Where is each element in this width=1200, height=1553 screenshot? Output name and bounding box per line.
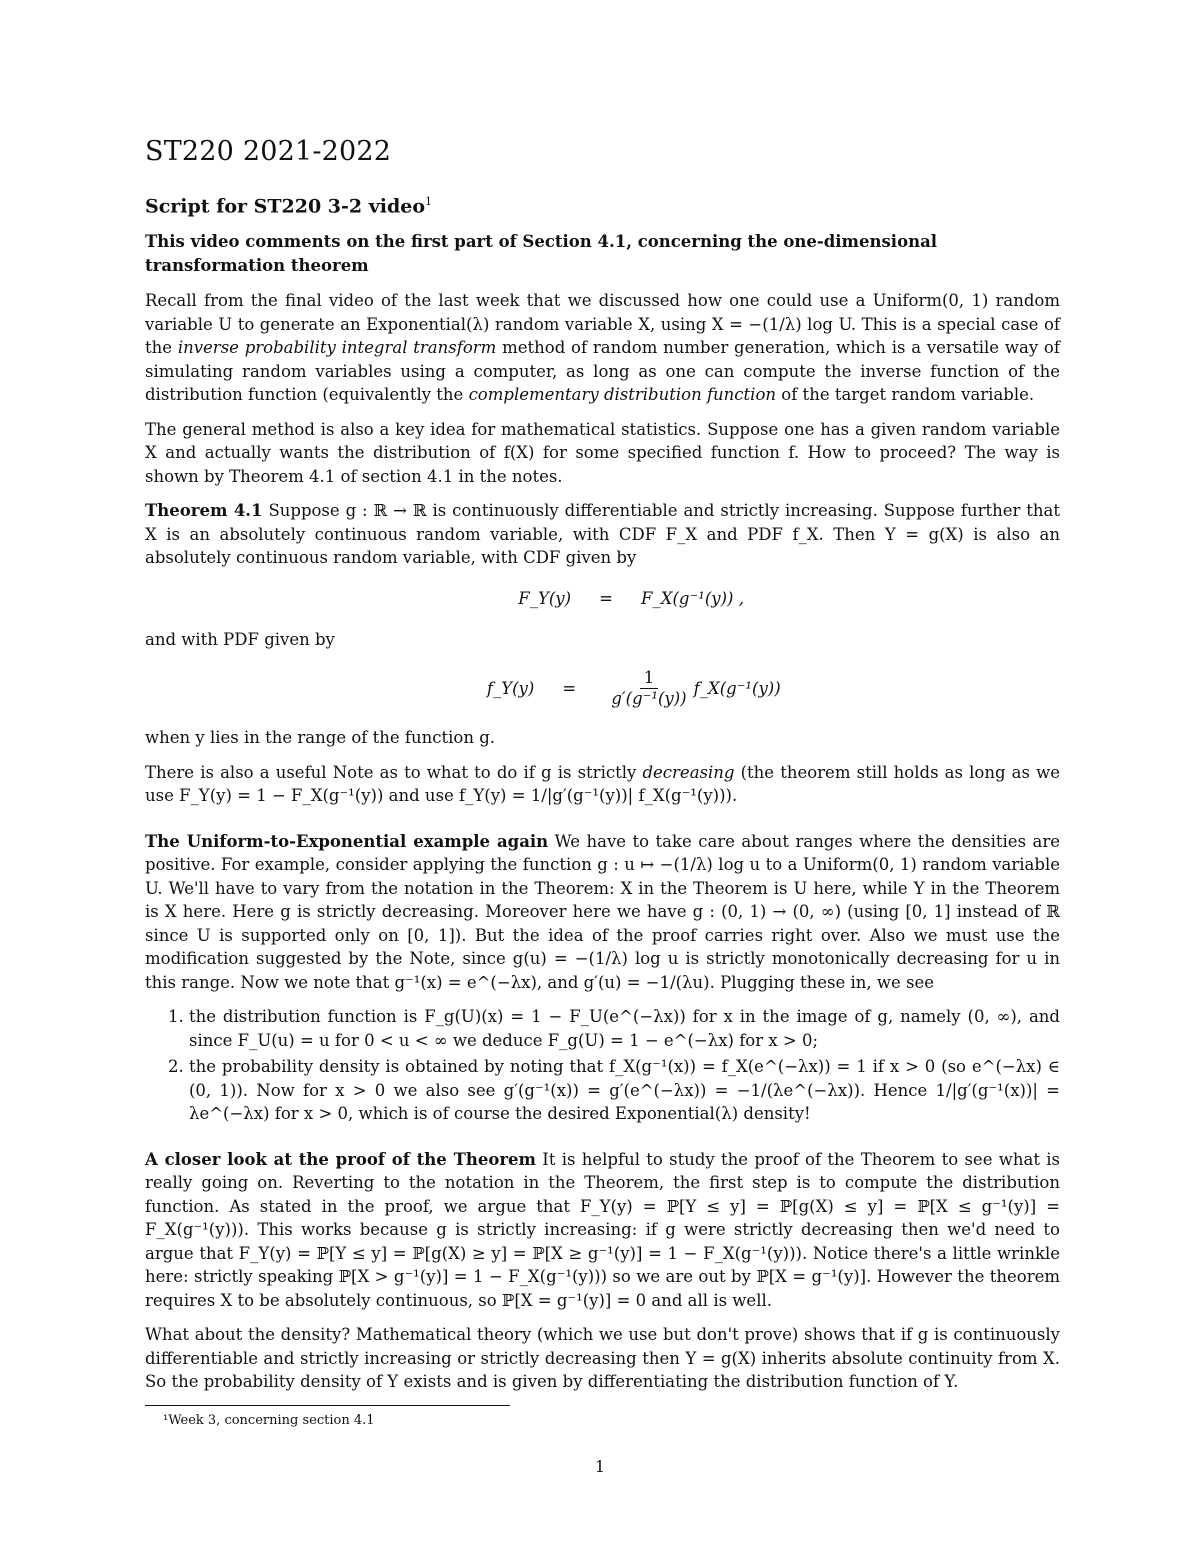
paragraph-note [145,761,1060,808]
proof-label: A closer look at the proof of the Theorem [145,1149,537,1169]
theorem-label: Theorem 4.1 [145,501,263,521]
text-run: method of random number generation, which is a versatile way of simulating random variables using a computer, as long as one can compute the inverse function of the distribution function (equivalently the [145,338,1060,405]
example-label: The Uniform-to-Exponential example again [145,831,549,851]
lead-paragraph: This video comments on the first part of Section 4.1, concerning the one-dimensional transformation theorem [145,232,938,275]
script-subtitle [145,190,1060,219]
emphasis-run: decreasing [642,762,735,782]
theorem-text: Suppose g : ℝ → ℝ is continuously differentiable and strictly increasing. Suppose further that X is an absolutely continuous random variable, with CDF F_X and PDF f_X. Then Y = g(X) is also an absolutely continuous random variable, with CDF given by [145,501,1060,568]
example-text: We have to take care about ranges where the densities are positive. For example, consider applying the function g : u ↦ −(1/λ) log u to a Uniform(0, 1) random variable U. We'll have to vary from the notation in the Theorem: X in the Theorem is U here, while Y in the Theorem is X here. Here g is strictly decreasing. Moreover here we have g : (0, 1) → (0, ∞) (using [0, 1] instead of ℝ since U is supported only on [0, 1]). But the idea of the proof carries right over. Also we must use the modification suggested by the Note, since g(u) = −(1/λ) log u is strictly monotonically decreasing for u in this range. Now we note that g⁻¹(x) = e^(−λx), and g′(u) = −1/(λu). Plugging these in, we see [145,831,1060,992]
footnote-marker: 1 [425,194,433,208]
footnote: ¹Week 3, concerning section 4.1 [163,1412,375,1428]
list-item: 2. the probability density is obtained by noting that f_X(g⁻¹(x)) = f_X(e^(−λx)) = 1 if x > 0 (so e^(−λx) ∈ (0, 1)). Now for x > 0 we also see g′(g⁻¹(x)) = g′(e^(−λx)) = −1/(λe^(−λx)). Hence 1/|g′(g⁻¹(x))| = λe^(−λx) for x > 0, which is of course the desired Exponential(λ) density! [189,1055,1060,1126]
equation-pdf [145,662,1060,714]
list-item: 1. the distribution function is F_g(U)(x) = 1 − F_U(e^(−λx)) for x in the image of g, namely (0, ∞), and since F_U(u) = u for 0 < u < ∞ we deduce F_g(U) = 1 − e^(−λx) for x > 0; [189,1005,1060,1052]
paragraph-range: when y lies in the range of the function g. [145,728,495,748]
paragraph-pdf-intro: and with PDF given by [145,629,335,649]
theorem-statement [145,499,1060,570]
equation-cdf [145,584,1060,614]
paragraph-general-method: The general method is also a key idea for mathematical statistics. Suppose one has a given random variable X and actually wants the distribution of f(X) for some specified function f. How to proceed? The way is shown by Theorem 4.1 of section 4.1 in the notes. [145,419,1060,486]
example-steps-list [145,1005,1060,1126]
paragraph-density: What about the density? Mathematical theory (which we use but don't prove) shows that if g is continuously differentiable and strictly increasing or strictly decreasing then Y = g(X) inherits absolute continuity from X. So the probability density of Y exists and is given by differentiating the distribution function of Y. [145,1325,1060,1392]
eq-equals: = [562,678,577,698]
document-page [145,132,1060,1430]
eq-fraction [607,668,690,709]
proof-text: It is helpful to study the proof of the Theorem to see what is really going on. Reverting to the notation in the Theorem, the first step is to compute the distribution function. As stated in the proof, we argue that F_Y(y) = ℙ[Y ≤ y] = ℙ[g(X) ≤ y] = ℙ[X ≤ g⁻¹(y)] = F_X(g⁻¹(y))). This works because g is strictly increasing: if g were strictly decreasing then we'd need to argue that F_Y(y) = ℙ[Y ≤ y] = ℙ[g(X) ≥ y] = ℙ[X ≥ g⁻¹(y)] = 1 − F_X(g⁻¹(y))). Notice there's a little wrinkle here: strictly speaking ℙ[X > g⁻¹(y)] = 1 − F_X(g⁻¹(y))) so we are out by ℙ[X = g⁻¹(y)]. However the theorem requires X to be absolutely continuous, so ℙ[X = g⁻¹(y)] = 0 and all is well. [145,1149,1060,1310]
text-run: (the theorem still holds as long as we use F_Y(y) = 1 − F_X(g⁻¹(y)) and use f_Y(y) = 1/|g′(g⁻¹(y))| f_X(g⁻¹(y))). [145,762,1060,806]
text-run: There is also a useful Note as to what to do if g is strictly [145,762,643,782]
frac-denominator: g′(g⁻¹(y)) [611,688,687,708]
eq-rhs: f_X(g⁻¹(y)) [693,678,781,698]
frac-numerator: 1 [640,668,659,689]
footnote-rule [145,1405,510,1406]
eq-rhs: F_X(g⁻¹(y)) , [641,589,744,609]
eq-lhs: F_Y(y) [518,589,572,609]
subtitle-text: Script for ST220 3-2 video [145,194,426,217]
text-run: Recall from the final video of the last week that we discussed how one could use a Uniform(0, 1) random variable U to generate an Exponential(λ) random variable X, using X = −(1/λ) log U. This is a special case of the [145,291,1060,358]
paragraph-recall [145,289,1060,407]
text-run: of the target random variable. [776,385,1035,405]
emphasis-run: inverse probability integral transform [177,338,497,358]
eq-equals: = [599,589,613,609]
eq-lhs: f_Y(y) [486,678,535,698]
emphasis-run: complementary distribution function [468,385,777,405]
paragraph-example [145,830,1060,995]
page-number: 1 [594,1457,606,1476]
document-title: ST220 2021-2022 [145,136,392,167]
paragraph-proof [145,1148,1060,1313]
